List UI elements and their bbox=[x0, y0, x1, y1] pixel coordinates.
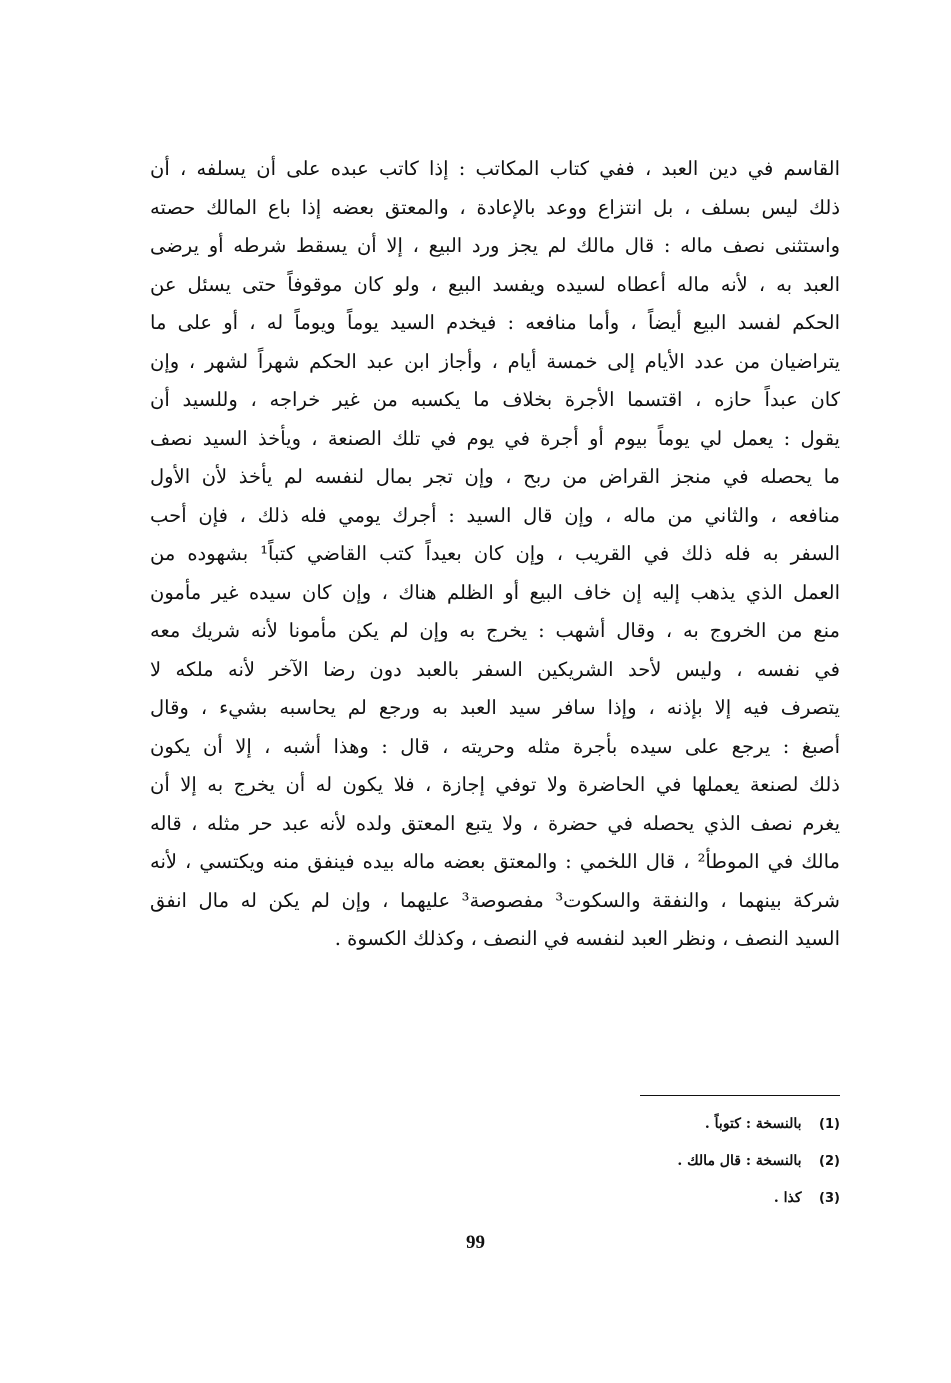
footnote-text: بالنسخة : قال مالك . bbox=[677, 1153, 802, 1169]
footnote-number: (1) bbox=[819, 1117, 840, 1132]
text-line: يقول : يعمل لي يوماً بيوم أو أجرة في يوم في تلك الصنعة ، ويأخذ السيد نصف bbox=[150, 426, 840, 450]
footnote-text: بالنسخة : كتوباً . bbox=[704, 1116, 802, 1132]
text-line: السيد النصف ، ونظر العبد لنفسه في النصف ، وكذلك الكسوة . bbox=[334, 927, 840, 950]
text-line: ذلك ليس بسلف ، بل انتزاع ووعد بالإعادة ، والمعتق بعضه إذا باع المالك حصته bbox=[150, 195, 840, 219]
text-line: في نفسه ، وليس لأحد الشريكين السفر بالعبد دون رضا الآخر لأنه ملكه لا bbox=[150, 657, 840, 681]
footnote-text: كذا . bbox=[773, 1190, 802, 1206]
footnote-item bbox=[560, 1106, 840, 1143]
text-line: يتصرف فيه إلا بإذنه ، وإذا سافر سيد العبد به ورجع لم يحاسبه بشيء ، وقال bbox=[150, 696, 840, 719]
text-line: منع من الخروج به ، وقال أشهب : يخرج به وإن لم يكن مأمونا لأنه شريك معه bbox=[150, 619, 840, 642]
text-line: منافعه ، والثاني من ماله ، وإن قال السيد : أجرك يومي فله ذلك ، فإن أحب bbox=[150, 503, 840, 527]
page-number: 99 bbox=[466, 1232, 485, 1253]
text-line: واستثنى نصف ماله : قال مالك لم يجز ورد البيع ، إلا أن يسقط شرطه أو يرضى bbox=[150, 234, 840, 257]
text-line: الحكم لفسد البيع أيضاً ، وأما منافعه : فيخدم السيد يوماً ويوماً له ، أو على ما bbox=[150, 311, 840, 334]
text-line: شركة بينهما ، والنفقة والسكوت³ مفصوصة³ عليهما ، وإن لم يكن له مال انفق bbox=[150, 888, 840, 912]
text-line: يغرم نصف الذي يحصله في حضرة ، ولا يتبع المعتق ولده لأنه عبد حر مثله ، قاله bbox=[150, 811, 840, 835]
text-line: القاسم في دين العبد ، ففي كتاب المكاتب : إذا كاتب عبده على أن يسلفه ، أن bbox=[150, 157, 840, 180]
text-line: العبد به ، لأنه ماله أعطاه لسيده ويفسد البيع ، ولو كان موقوفاً حتى يسئل عن bbox=[150, 272, 840, 296]
main-text-block bbox=[150, 150, 840, 959]
footnote-item bbox=[560, 1180, 840, 1217]
footnote-number: (2) bbox=[819, 1154, 840, 1169]
footnote-divider bbox=[640, 1095, 840, 1096]
footnote-item bbox=[560, 1143, 840, 1180]
text-line: كان عبداً حازه ، اقتسما الأجرة بخلاف ما يكسبه من غير خراجه ، وللسيد أن bbox=[150, 388, 840, 411]
footnotes bbox=[560, 1106, 840, 1217]
text-line: يتراضيان من عدد الأيام إلى خمسة أيام ، وأجاز ابن عبد الحكم شهراً لشهر ، وإن bbox=[150, 349, 840, 373]
footnote-number: (3) bbox=[819, 1191, 840, 1206]
text-line: السفر به فله ذلك في القريب ، وإن كان بعيداً كتب القاضي كتباً¹ بشهوده من bbox=[150, 542, 840, 565]
text-line: مالك في الموطأ² ، قال اللخمي : والمعتق بعضه ماله بيده فينفق منه ويكتسي ، لأنه bbox=[150, 850, 840, 873]
text-line: العمل الذي يذهب إليه إن خاف البيع أو الظلم هناك ، وإن كان سيده غير مأمون bbox=[150, 580, 840, 604]
text-line: أصبغ : يرجع على سيده بأجرة مثله وحريته ، قال : وهذا أشبه ، إلا أن يكون bbox=[150, 734, 840, 758]
text-line: ما يحصله في منجز القراض من ربح ، وإن تجر بمال لنفسه لم يأخذ لأن الأول bbox=[150, 465, 840, 488]
text-line: ذلك لصنعة يعملها في الحاضرة ولا توفي إجازة ، فلا يكون له أن يخرج به إلا أن bbox=[150, 773, 840, 796]
